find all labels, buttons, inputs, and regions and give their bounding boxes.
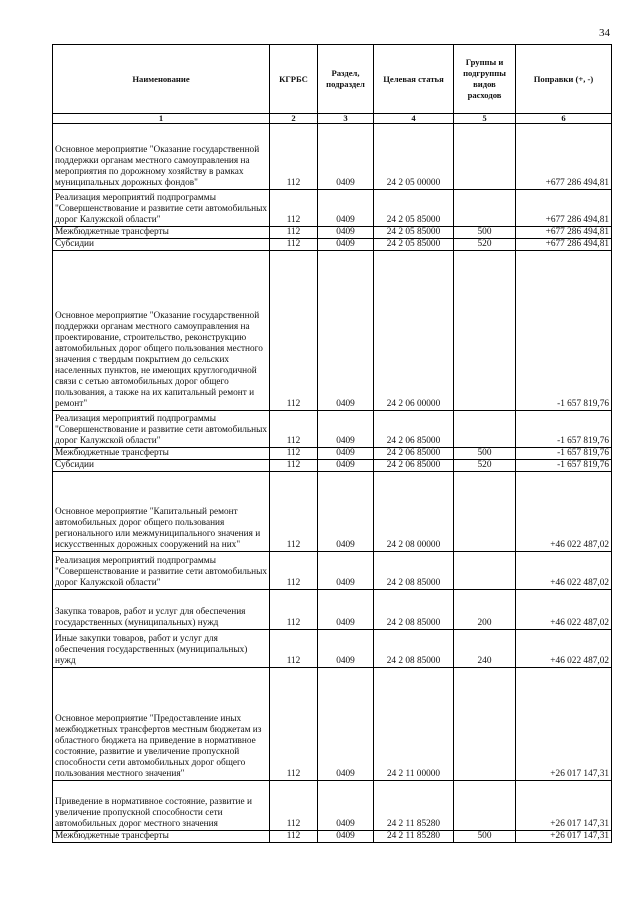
row-target: 24 2 06 85000 (374, 448, 454, 460)
row-kgrbs: 112 (270, 448, 318, 460)
budget-amendments-table (52, 44, 612, 843)
header-section: Раздел, подраздел (318, 45, 374, 114)
row-amount: +46 022 487,02 (516, 630, 612, 668)
row-target: 24 2 05 00000 (374, 124, 454, 190)
row-section: 0409 (318, 472, 374, 552)
row-kgrbs: 112 (270, 668, 318, 781)
row-amount: -1 657 819,76 (516, 448, 612, 460)
row-group: 520 (454, 239, 516, 251)
row-group (454, 781, 516, 831)
column-number: 6 (516, 114, 612, 124)
row-kgrbs: 112 (270, 251, 318, 411)
row-amount: +677 286 494,81 (516, 239, 612, 251)
row-amount: -1 657 819,76 (516, 251, 612, 411)
table-row (53, 227, 612, 239)
table-row (53, 448, 612, 460)
column-number-row (53, 114, 612, 124)
row-group (454, 124, 516, 190)
row-name: Закупка товаров, работ и услуг для обеспечения государственных (муниципальных) нужд (53, 590, 270, 630)
table-row (53, 124, 612, 190)
row-target: 24 2 08 85000 (374, 552, 454, 590)
row-section: 0409 (318, 668, 374, 781)
row-name: Иные закупки товаров, работ и услуг для обеспечения государственных (муниципальных) нужд (53, 630, 270, 668)
table-row (53, 460, 612, 472)
row-amount: -1 657 819,76 (516, 411, 612, 448)
row-amount: -1 657 819,76 (516, 460, 612, 472)
row-group: 500 (454, 227, 516, 239)
row-amount: +677 286 494,81 (516, 190, 612, 227)
row-section: 0409 (318, 448, 374, 460)
table-row (53, 668, 612, 781)
row-amount: +677 286 494,81 (516, 124, 612, 190)
row-target: 24 2 08 85000 (374, 590, 454, 630)
row-group: 200 (454, 590, 516, 630)
table-row (53, 781, 612, 831)
row-target: 24 2 05 85000 (374, 239, 454, 251)
row-target: 24 2 11 85280 (374, 781, 454, 831)
row-target: 24 2 06 85000 (374, 411, 454, 448)
row-group (454, 472, 516, 552)
row-section: 0409 (318, 227, 374, 239)
page-number: 34 (599, 27, 610, 39)
row-kgrbs: 112 (270, 124, 318, 190)
row-section: 0409 (318, 239, 374, 251)
row-name: Субсидии (53, 460, 270, 472)
row-kgrbs: 112 (270, 781, 318, 831)
row-amount: +26 017 147,31 (516, 781, 612, 831)
row-name: Реализация мероприятий подпрограммы "Совершенствование и развитие сети автомобильных дорог Калужской области" (53, 552, 270, 590)
row-section: 0409 (318, 124, 374, 190)
row-kgrbs: 112 (270, 460, 318, 472)
header-row (53, 45, 612, 114)
row-amount: +46 022 487,02 (516, 552, 612, 590)
row-kgrbs: 112 (270, 552, 318, 590)
table-row (53, 190, 612, 227)
row-kgrbs: 112 (270, 239, 318, 251)
row-group (454, 190, 516, 227)
row-name: Основное мероприятие "Предоставление иных межбюджетных трансфертов местным бюджетам из областного бюджета на приведение в нормативное состояние, развитие и увеличение пропускной способности сети автомобильных дорог общего пользования местного значения" (53, 668, 270, 781)
row-group: 240 (454, 630, 516, 668)
row-name: Реализация мероприятий подпрограммы "Совершенствование и развитие сети автомобильных дорог Калужской области" (53, 411, 270, 448)
row-group (454, 411, 516, 448)
column-number: 2 (270, 114, 318, 124)
row-section: 0409 (318, 460, 374, 472)
row-target: 24 2 11 85280 (374, 831, 454, 843)
row-group: 520 (454, 460, 516, 472)
row-name: Межбюджетные трансферты (53, 227, 270, 239)
table-row (53, 831, 612, 843)
row-name: Основное мероприятие "Оказание государственной поддержки органам местного самоуправления на мероприятия по дорожному хозяйству в рамках муниципальных дорожных фондов" (53, 124, 270, 190)
row-target: 24 2 05 85000 (374, 227, 454, 239)
row-group: 500 (454, 448, 516, 460)
header-kgrbs: КГРБС (270, 45, 318, 114)
row-group (454, 552, 516, 590)
row-target: 24 2 11 00000 (374, 668, 454, 781)
table-row (53, 552, 612, 590)
table-row (53, 239, 612, 251)
row-amount: +26 017 147,31 (516, 668, 612, 781)
row-name: Реализация мероприятий подпрограммы "Совершенствование и развитие сети автомобильных дорог Калужской области" (53, 190, 270, 227)
column-number: 4 (374, 114, 454, 124)
row-target: 24 2 08 85000 (374, 630, 454, 668)
row-kgrbs: 112 (270, 411, 318, 448)
row-kgrbs: 112 (270, 227, 318, 239)
header-groups: Группы и подгруппы видов расходов (454, 45, 516, 114)
table-row (53, 411, 612, 448)
row-amount: +46 022 487,02 (516, 590, 612, 630)
row-target: 24 2 08 00000 (374, 472, 454, 552)
table-row (53, 590, 612, 630)
row-target: 24 2 06 00000 (374, 251, 454, 411)
row-name: Межбюджетные трансферты (53, 831, 270, 843)
header-amendments: Поправки (+, -) (516, 45, 612, 114)
table-row (53, 472, 612, 552)
row-section: 0409 (318, 190, 374, 227)
row-amount: +677 286 494,81 (516, 227, 612, 239)
row-section: 0409 (318, 630, 374, 668)
column-number: 1 (53, 114, 270, 124)
table-row (53, 251, 612, 411)
row-kgrbs: 112 (270, 190, 318, 227)
row-section: 0409 (318, 411, 374, 448)
row-section: 0409 (318, 251, 374, 411)
row-name: Основное мероприятие "Оказание государственной поддержки органам местного самоуправления на проектирование, строительство, реконструкцию автомобильных дорог общего пользования местного значения с твердым покрытием до сельских населенных пунктов, не имеющих круглогодичной связи с сетью автомобильных дорог общего пользования, а также на их капитальный ремонт и ремонт" (53, 251, 270, 411)
row-group: 500 (454, 831, 516, 843)
row-name: Приведение в нормативное состояние, развитие и увеличение пропускной способности сети автомобильных дорог местного значения (53, 781, 270, 831)
column-number: 3 (318, 114, 374, 124)
row-target: 24 2 05 85000 (374, 190, 454, 227)
row-kgrbs: 112 (270, 590, 318, 630)
row-section: 0409 (318, 781, 374, 831)
row-name: Межбюджетные трансферты (53, 448, 270, 460)
column-number: 5 (454, 114, 516, 124)
row-group (454, 668, 516, 781)
row-name: Основное мероприятие "Капитальный ремонт автомобильных дорог общего пользования регионального или межмуниципального значения и искусственных дорожных сооружений на них" (53, 472, 270, 552)
row-kgrbs: 112 (270, 472, 318, 552)
row-name: Субсидии (53, 239, 270, 251)
row-amount: +46 022 487,02 (516, 472, 612, 552)
header-target: Целевая статья (374, 45, 454, 114)
header-name: Наименование (53, 45, 270, 114)
row-target: 24 2 06 85000 (374, 460, 454, 472)
row-section: 0409 (318, 831, 374, 843)
row-section: 0409 (318, 590, 374, 630)
row-kgrbs: 112 (270, 831, 318, 843)
row-section: 0409 (318, 552, 374, 590)
row-amount: +26 017 147,31 (516, 831, 612, 843)
row-group (454, 251, 516, 411)
table-row (53, 630, 612, 668)
row-kgrbs: 112 (270, 630, 318, 668)
